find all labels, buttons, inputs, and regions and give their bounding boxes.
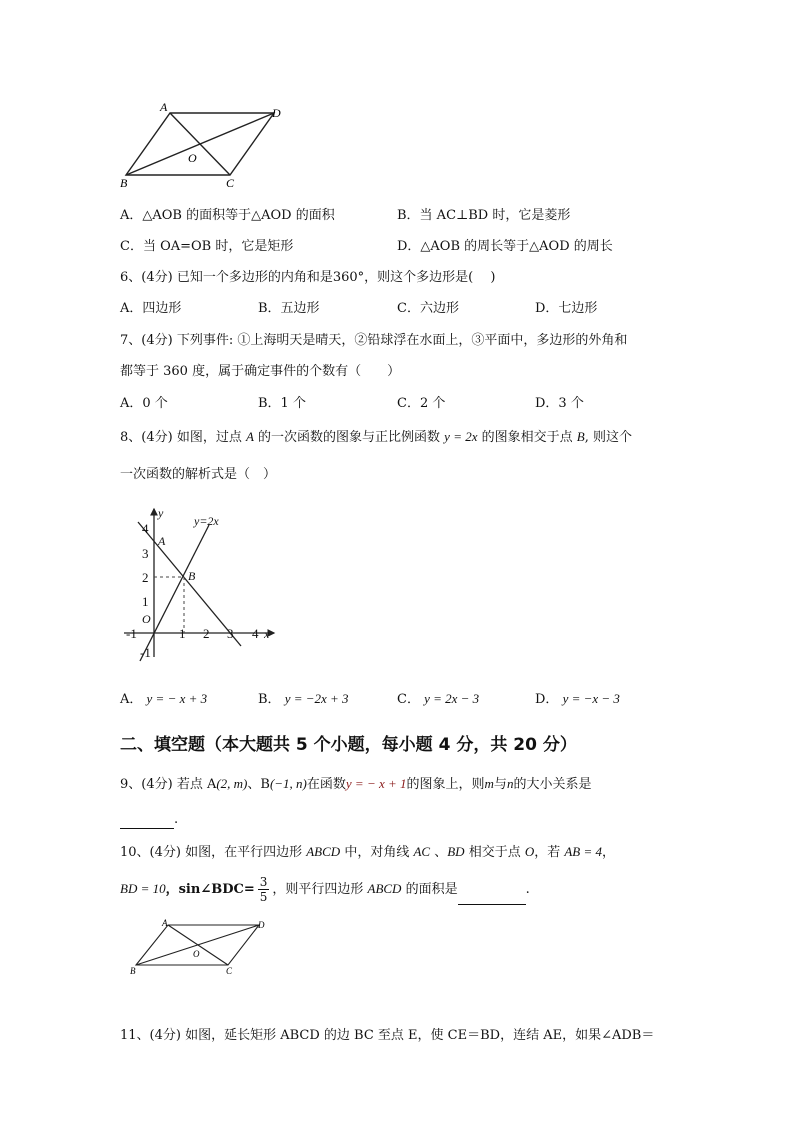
q9-point-b: (−1, n) xyxy=(269,776,307,791)
q8-option-b-label: B． xyxy=(258,692,281,707)
q8-point-b: B xyxy=(576,429,585,444)
q5-option-c[interactable]: C．当 OA=OB 时，它是矩形 xyxy=(120,239,294,254)
q8-text-1: 8、(4分) 如图，过点 xyxy=(120,430,246,445)
q6-option-c[interactable]: C．六边形 xyxy=(397,301,459,316)
q9-text-1: 9、(4分) 若点 A xyxy=(120,777,217,792)
q9-text-4: 的图象上，则 xyxy=(406,777,485,792)
q10-text-5: ，若 xyxy=(534,845,565,860)
q8-option-a-label: A． xyxy=(120,692,143,707)
q10-text-2: 中，对角线 xyxy=(340,845,414,860)
label-O: O xyxy=(188,151,197,165)
q10-period: . xyxy=(525,882,530,897)
q7-option-d[interactable]: D．3 个 xyxy=(535,396,584,411)
tick-y-3: 3 xyxy=(142,546,149,561)
q10-text-4: 相交于点 xyxy=(464,845,525,860)
q8-option-c-label: C． xyxy=(397,692,420,707)
point-a-label: A xyxy=(158,534,166,548)
q11-stem: 11、(4分) 如图，延长矩形 ABCD 的边 BC 至点 E，使 CE＝BD，连结 AE，如果∠ADB＝ xyxy=(120,1028,655,1043)
q8-point-a: A xyxy=(245,429,254,444)
tick-x-neg1: -1 xyxy=(126,626,137,641)
q9-text-6: 的大小关系是 xyxy=(513,777,592,792)
label-C-small: C xyxy=(226,966,233,976)
q8-option-d-formula: y = −x − 3 xyxy=(562,691,620,706)
q8-stem-line2: 一次函数的解析式是（ ） xyxy=(120,467,277,482)
q10-abcd-2: ABCD xyxy=(367,881,402,896)
tick-y-4: 4 xyxy=(142,521,149,536)
q8-option-a[interactable] xyxy=(120,690,207,709)
q10-text-3: 、 xyxy=(430,845,448,860)
q9-function: y = − x + 1 xyxy=(345,776,407,791)
q7-option-c[interactable]: C．2 个 xyxy=(397,396,446,411)
label-C: C xyxy=(226,176,235,190)
q6-option-a[interactable]: A．四边形 xyxy=(120,301,182,316)
q5-option-b[interactable]: B．当 AC⊥BD 时，它是菱形 xyxy=(397,208,571,223)
q7-option-b[interactable]: B．1 个 xyxy=(258,396,306,411)
q8-option-d-label: D． xyxy=(535,692,559,707)
q9-text-3: 在函数 xyxy=(306,777,346,792)
q8-formula: y = 2x xyxy=(444,429,478,444)
tick-y-2: 2 xyxy=(142,570,149,585)
q10-bd-value: BD = 10 xyxy=(120,881,166,896)
q10-fraction-den: 5 xyxy=(259,890,268,904)
y-axis-label: y xyxy=(158,506,164,520)
q8-option-c-formula: y = 2x − 3 xyxy=(424,691,480,706)
q8-option-b[interactable] xyxy=(258,690,349,709)
q10-ac: AC xyxy=(413,844,431,859)
q8-option-b-formula: y = −2x + 3 xyxy=(284,691,349,706)
q8-text-2: 的一次函数的图象与正比例函数 xyxy=(253,430,445,445)
q9-answer-blank[interactable] xyxy=(120,814,174,829)
q5-option-d[interactable]: D．△AOB 的周长等于△AOD 的周长 xyxy=(397,239,613,254)
tick-y-1: 1 xyxy=(142,594,149,609)
q10-abcd: ABCD xyxy=(306,844,341,859)
parallelogram-figure-1 xyxy=(112,95,292,195)
section-2-title: 二、填空题（本大题共 5 个小题，每小题 4 分，共 20 分） xyxy=(120,735,577,755)
q7-stem-line2: 都等于 360 度，属于确定事件的个数有（ ） xyxy=(120,364,401,379)
q10-text-6: ， xyxy=(602,845,616,860)
q10-sin: ，sin∠BDC= xyxy=(165,882,255,897)
label-B: B xyxy=(120,176,128,190)
func-label: y=2x xyxy=(194,514,219,528)
q10-fraction xyxy=(258,875,270,904)
tick-x-1: 1 xyxy=(179,626,186,641)
q10-fraction-num: 3 xyxy=(259,875,268,889)
tick-y-neg1: -1 xyxy=(140,645,151,660)
point-b-label: B xyxy=(188,569,196,583)
q10-text-7: ，则平行四边形 xyxy=(272,882,368,897)
q10-stem-line2 xyxy=(120,874,530,905)
parallelogram-figure-2 xyxy=(124,915,274,977)
q8-text-3: 的图象相交于点 xyxy=(477,430,577,445)
q6-stem: 6、(4分) 已知一个多边形的内角和是360°，则这个多边形是( ) xyxy=(120,270,496,285)
q10-text-1: 10、(4分) 如图，在平行四边形 xyxy=(120,845,307,860)
q6-option-b[interactable]: B．五边形 xyxy=(258,301,320,316)
origin-label: O xyxy=(142,612,151,626)
q8-stem-line1 xyxy=(120,428,632,447)
q10-ab-value: AB = 4 xyxy=(564,844,603,859)
tick-x-4: 4 xyxy=(252,626,259,641)
q9-text-5: 与 xyxy=(493,777,507,792)
q9-var-n: n xyxy=(506,776,514,791)
q9-text-2: 、B xyxy=(247,777,270,792)
tick-x-3: 3 xyxy=(227,626,234,641)
label-O-small: O xyxy=(193,949,200,959)
q9-period: . xyxy=(174,812,179,827)
q10-text-8: 的面积是 xyxy=(401,882,458,897)
q8-text-4: , 则这个 xyxy=(584,430,632,445)
q8-function-graph xyxy=(118,505,278,663)
label-A-small: A xyxy=(162,918,168,928)
label-A: A xyxy=(160,100,168,114)
q10-answer-blank[interactable] xyxy=(458,890,526,905)
q8-option-a-formula: y = − x + 3 xyxy=(146,691,208,706)
label-B-small: B xyxy=(130,966,136,976)
q9-stem xyxy=(120,775,591,794)
label-D-small: D xyxy=(258,920,265,930)
q6-option-d[interactable]: D．七边形 xyxy=(535,301,598,316)
q9-answer-line[interactable] xyxy=(120,811,178,829)
q10-bd: BD xyxy=(447,844,465,859)
q7-option-a[interactable]: A．0 个 xyxy=(120,396,168,411)
q7-stem-line1: 7、(4分) 下列事件: ①上海明天是晴天，②铅球浮在水面上，③平面中，多边形的外角和 xyxy=(120,333,628,348)
q10-stem-line1 xyxy=(120,843,615,862)
label-D: D xyxy=(272,106,281,120)
q9-point-a: (2, m) xyxy=(216,776,248,791)
q10-o: O xyxy=(524,844,535,859)
line-y-2x xyxy=(140,525,209,661)
x-axis-label: x xyxy=(264,627,270,641)
q8-option-c[interactable] xyxy=(397,690,479,709)
tick-x-2: 2 xyxy=(203,626,210,641)
q9-var-m: m xyxy=(484,776,494,791)
q8-option-d[interactable] xyxy=(535,690,620,709)
q5-option-a[interactable]: A．△AOB 的面积等于△AOD 的面积 xyxy=(120,208,335,223)
